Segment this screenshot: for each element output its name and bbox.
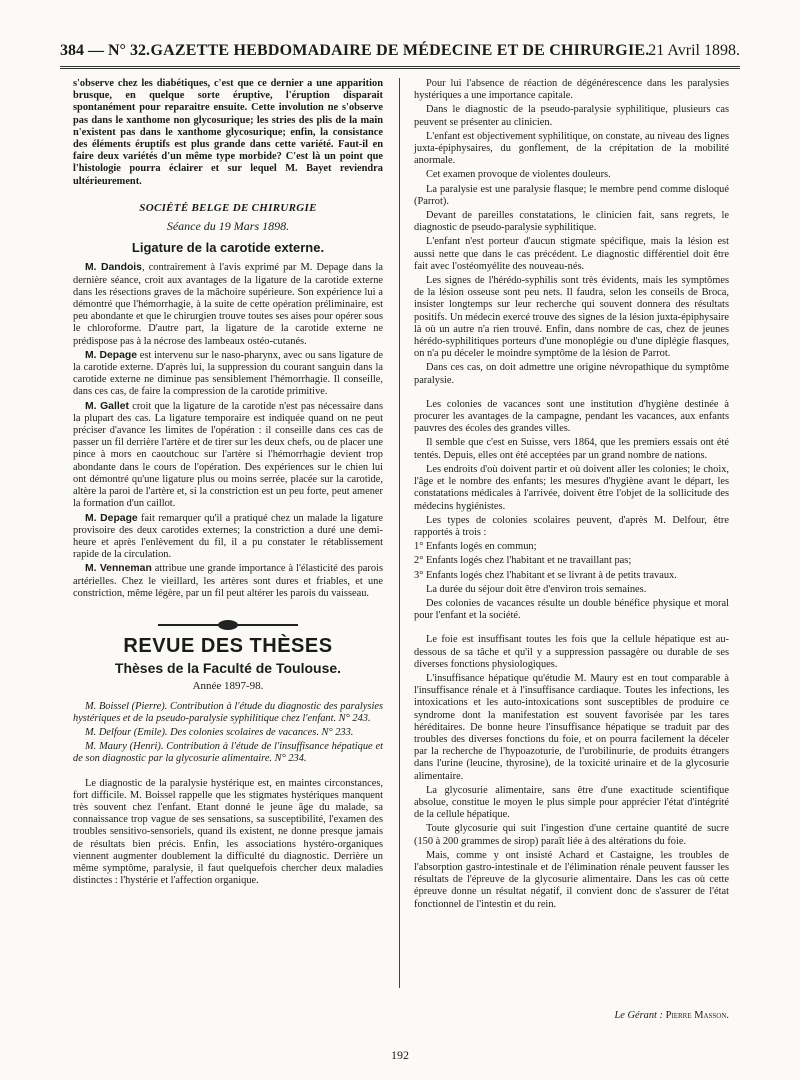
paragraph: Les colonies de vacances sont une institution d'hygiène destinée à procurer les avantages de la campagne, pendant les vacances, aux enfants pauvres des écoles des grandes villes. bbox=[414, 398, 729, 435]
paragraph: Il semble que c'est en Suisse, vers 1864, que les premiers essais ont été tentés. Depuis, elles ont été acceptées par un grand nombre de nations. bbox=[414, 437, 729, 461]
gerant-signature bbox=[414, 1010, 729, 1021]
list-item: 3° Enfants logés chez l'habitant et se livrant à de petits travaux. bbox=[414, 569, 677, 581]
issue-date: 21 Avril 1898. bbox=[648, 42, 740, 59]
left-column bbox=[73, 78, 383, 889]
page-header bbox=[60, 42, 740, 66]
paragraph: La glycosurie alimentaire, sans être d'une exactitude scientifique absolue, constitue le moyen le plus simple pour apprécier l'état d'intégrité de la cellule hépatique. bbox=[414, 784, 729, 821]
revue-title: REVUE DES THÈSES bbox=[123, 634, 333, 657]
speaker-name: M. Venneman bbox=[85, 563, 152, 575]
column-divider bbox=[399, 78, 400, 988]
intro-paragraph: s'observe chez les diabétiques, c'est que ce dernier a une apparition brusque, en quelque sorte éruptive, l'éruption disparait spontanément pour reparaitre ensuite. Cette involution ne s'observe pas dans le xanthome non glycosurique; les stries des plis de la main n'existent pas dans le xanthome glycosurique; enfin, la consistance des éléments éruptifs est plus grande dans cette variété. Faut-il en faire deux variétés d'un même type morbide? C'est là un point que l'histologie pourra éclairer et sur lequel M. Bayet reviendra ultérieurement. bbox=[73, 78, 383, 187]
paragraph: Les types de colonies scolaires peuvent, d'après M. Delfour, être rapportés à trois : bbox=[414, 514, 729, 538]
depage-paragraph-1 bbox=[73, 350, 383, 399]
paragraph: L'enfant n'est porteur d'aucun stigmate spécifique, mais la lésion est aussi nette que dans le cas précédent. Le diagnostic différentiel doit être fait avec l'ostéomyélite des nouveau-nés. bbox=[414, 236, 729, 272]
year-label: Année 1897-98. bbox=[192, 680, 264, 693]
dandois-paragraph bbox=[73, 262, 383, 347]
speaker-name: M. Depage bbox=[85, 349, 138, 361]
header-rule-2 bbox=[60, 68, 740, 69]
paragraph: Les signes de l'hérédo-syphilis sont très évidents, mais les symptômes de la lésion osseuse sont peu nets. Il faudra, selon les conseils de Broca, insister longtemps sur leur recherche qui souvent donnera des résultats positifs. Un médecin exercé trouve des signes de la lésion juxta-épiphysaire là où un autre n'a rien trouvé. Enfin, dans nombre de cas, chez de jeunes hérédo-syphilitiques porteurs d'une monoplégie ou d'une diplégie flasques, on n'a pu déceler le moindre symptôme de la lésion de Parrot. bbox=[414, 275, 729, 360]
paragraph-text: attribue une grande importance à l'élasticité des parois artérielles. Chez le vieillard, les artères sont dures et friables, et une constriction, même légère, par un fil peut altérer les parois du vaisseau. bbox=[73, 563, 383, 599]
paragraph: L'insuffisance hépatique qu'étudie M. Maury est en tout comparable à l'insuffisance rénale et à l'insuffisance cardiaque. Toutes les infections, les intoxications et les auto-intoxications sont susceptibles de produire ce syndrome dont la manifestation est souvent favorisée par les tares héréditaires. De bonne heure l'insuffisance hépatique se traduit par des troubles des diverses fonctions du foie, et on pourra facilement la déceler par la recherche de l'hypoazoturie, de l'urobilinurie, de produits étrangers dans l'urine (leucine, thyrosine), de la toxicité urinaire et de la glycosurie alimentaire. bbox=[414, 672, 729, 782]
paragraph: L'enfant est objectivement syphilitique, on constate, au niveau des lignes juxta-épiphysaires, du gonflement, de la crépitation de la mobilité anormale. bbox=[414, 130, 729, 167]
thesis-entry: M. Delfour (Emile). Des colonies scolaires de vacances. N° 233. bbox=[85, 726, 354, 738]
speaker-name: M. Gallet bbox=[85, 400, 129, 412]
paragraph: La durée du séjour doit être d'environ trois semaines. bbox=[426, 583, 647, 595]
header-rule bbox=[60, 66, 740, 67]
article-heading: Ligature de la carotide externe. bbox=[131, 240, 325, 256]
paragraph: Des colonies de vacances résulte un double bénéfice physique et moral pour l'enfant et la société. bbox=[414, 597, 729, 622]
theses-title: Thèses de la Faculté de Toulouse. bbox=[114, 660, 342, 677]
list-item: 2° Enfants logés chez l'habitant et ne travaillant pas; bbox=[414, 555, 632, 567]
right-column bbox=[414, 78, 729, 913]
venneman-paragraph bbox=[73, 563, 383, 600]
gerant-name: Pierre Masson. bbox=[665, 1010, 729, 1021]
paragraph: Les endroits d'où doivent partir et où doivent aller les colonies; le choix, l'âge et le nombre des enfants; les mesures d'hygiène avant le départ, les constatations médicales à l'arrivée, doivent être l'objet de la sollicitude des médecins hygiénistes. bbox=[414, 463, 729, 512]
boissel-paragraph: Le diagnostic de la paralysie hystérique est, en maintes circonstances, fort difficile. M. Boissel rappelle que les stigmates hystériques manquent très souvent chez l'enfant. Etant donné le jeune âge du malade, sa connaissance trop vague de ses sensations, sa susceptibilité, l'examen des troubles sensitivo-sensoriels, quand ils existent, ne donne presque jamais de résultats bien précis. Enfin, les associations hystéro-organiques viennent augmenter doublement la difficulté du diagnostic. Derrière un même symptôme, paralysie, il faut quelquefois chercher deux maladies distinctes : l'hystérie et l'affection organique. bbox=[73, 777, 383, 887]
session-date: Séance du 19 Mars 1898. bbox=[166, 219, 290, 234]
paragraph: Dans le diagnostic de la pseudo-paralysie syphilitique, plusieurs cas peuvent se présenter au clinicien. bbox=[414, 104, 729, 128]
paragraph: Le foie est insuffisant toutes les fois que la cellule hépatique est au-dessous de sa tâche et qu'il y a suppression passagère ou durable de ses diverses fonctions physiologiques. bbox=[414, 634, 729, 670]
paragraph: Devant de pareilles constatations, le clinicien fait, sans regrets, le diagnostic de pseudo-paralysie syphilitique. bbox=[414, 210, 729, 234]
thesis-entry: M. Maury (Henri). Contribution à l'étude de l'insuffisance hépatique et de son diagnostic par la glycosurie alimentaire. N° 234. bbox=[73, 741, 383, 765]
speaker-name: M. Depage bbox=[85, 512, 138, 524]
gallet-paragraph bbox=[73, 401, 383, 511]
section-ornament bbox=[158, 620, 298, 630]
journal-title: GAZETTE HEBDOMADAIRE DE MÉDECINE ET DE CHIRURGIE. bbox=[150, 42, 650, 59]
thesis-entry: M. Boissel (Pierre). Contribution à l'étude du diagnostic des paralysies hystériques et de la pseudo-paralysie syphilitique chez l'enfant. N° 243. bbox=[73, 700, 383, 724]
paragraph-text: , contrairement à l'avis exprimé par M. Depage dans la dernière séance, croit aux avantages de la ligature de la carotide externe dans les résections graves de la mâchoire supérieure. Son expérience lui a démontré que l'hémorrhagie, à la suite de cette opération préliminaire, est peu abondante et que le chirurgien trouve toutes ses aises pour opérer sous le chloroforme. D'autre part, la ligature de la carotide externe ne prédispose pas à la nécrose des lambeaux ostéo-cutanés. bbox=[73, 262, 383, 347]
page-number: 192 bbox=[391, 1048, 409, 1062]
paragraph: La paralysie est une paralysie flasque; le membre pend comme disloqué (Parrot). bbox=[414, 183, 729, 207]
paragraph: Dans ces cas, on doit admettre une origine névropathique du symptôme paralysie. bbox=[414, 362, 729, 386]
speaker-name: M. Dandois bbox=[85, 262, 142, 274]
paragraph: Toute glycosurie qui suit l'ingestion d'une certaine quantité de sucre (150 à 200 grammes de sirop) paraît liée à des altérations du foie. bbox=[414, 823, 729, 847]
paragraph-text: croit que la ligature de la carotide n'est pas nécessaire dans la plupart des cas. La ligature temporaire est indiquée quand on ne peut préciser d'avance les limites de l'opération : il conseille dans ces cas de passer un fil derrière l'artère et de tirer sur les deux chefs, ou de placer une pince à mors en caoutchouc sur l'artère si l'hémorrhagie devient trop abondante dans le cours de l'opération. Des expériences sur le chien lui ont démontré qu'une ligature plus ou moins serrée, placée sur la carotide, altère la paroi de l'artère et, si la constriction est un peu forte, peut amener la formation d'un caillot. bbox=[73, 400, 383, 510]
paragraph: Pour lui l'absence de réaction de dégénérescence dans les paralysies hystériques a une importance capitale. bbox=[414, 78, 729, 102]
paragraph-text: fait remarquer qu'il a pratiqué chez un malade la ligature provisoire des deux carotides externes; la constriction a duré une demi-heure et après l'enlèvement du fil, il a pu constater le rétablissement rapide de la circulation. bbox=[73, 512, 384, 561]
gerant-label: Le Gérant : bbox=[614, 1010, 666, 1021]
paragraph: Mais, comme y ont insisté Achard et Castaigne, les troubles de l'absorption gastro-intestinale et de l'élimination rénale peuvent fausser les résultats de l'épreuve de la glycosurie alimentaire. Dans les cas où cette épreuve donne un résultat négatif, il convient donc de s'assurer de l'état fonctionnel de l'intestin et du rein. bbox=[414, 849, 729, 910]
society-title: SOCIÉTÉ BELGE DE CHIRURGIE bbox=[139, 201, 317, 214]
colony-types-list bbox=[414, 541, 729, 582]
depage-paragraph-2 bbox=[73, 513, 383, 562]
issue-number: 384 — N° 32. bbox=[60, 42, 150, 59]
paragraph: Cet examen provoque de violentes douleurs. bbox=[426, 169, 611, 181]
paragraph-text: est intervenu sur le naso-pharynx, avec ou sans ligature de la carotide externe. D'après lui, la suppression du courant sanguin dans la carotide externe ne diminue pas sensiblement l'hémorrhagie. Il conseille, dans ces cas, de faire la compression de la carotide primitive. bbox=[73, 349, 383, 398]
list-item: 1° Enfants logés en commun; bbox=[414, 541, 537, 553]
